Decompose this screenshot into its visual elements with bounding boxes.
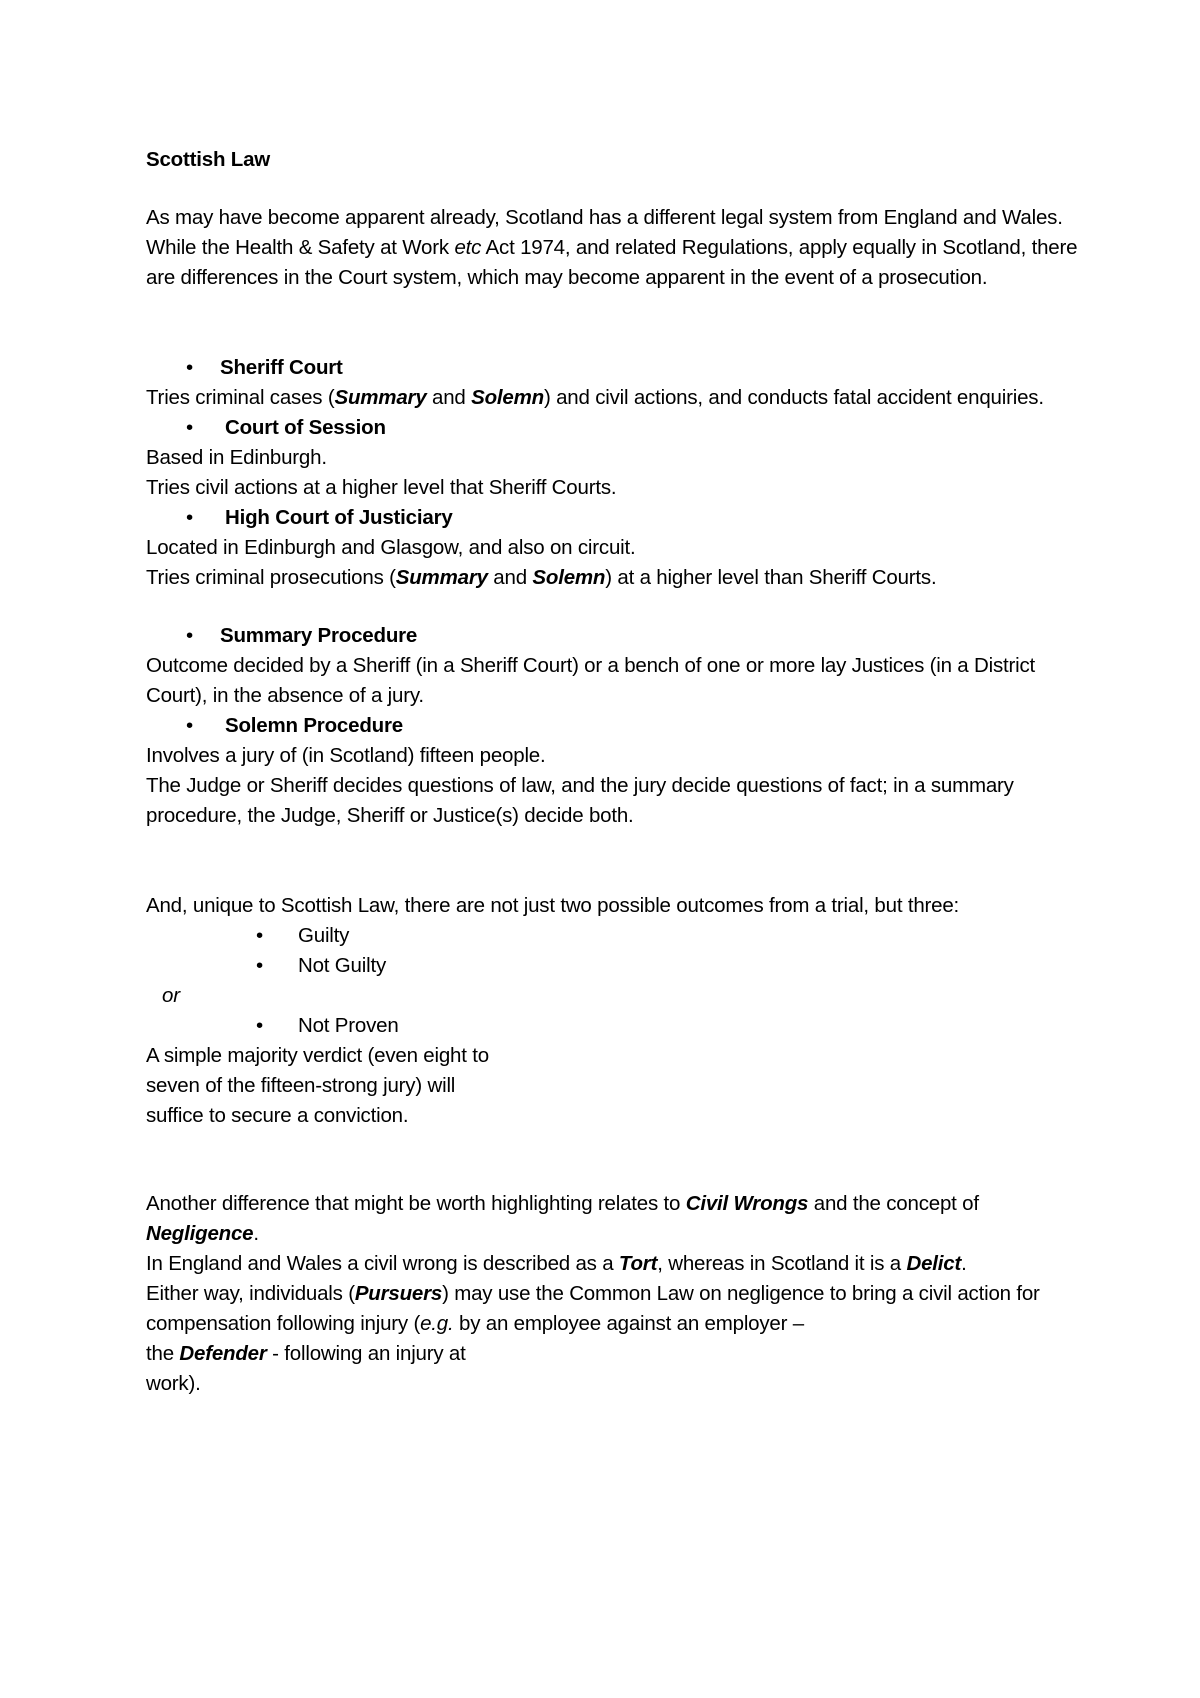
text-run: , whereas in Scotland it is a [657,1252,907,1275]
text-run: . [961,1252,967,1275]
term-solemn: Solemn [532,566,606,589]
intro-text: While the Health & Safety at Work [146,236,455,259]
text-run: Tries criminal cases ( [146,386,335,409]
verdict-not-guilty [146,951,1086,981]
document-page [146,145,1086,1399]
solemn-procedure-heading [146,711,1086,741]
sheriff-court-description [146,383,1086,413]
spacer [146,593,1086,621]
term-tort: Tort [618,1252,658,1275]
text-run: and [426,386,472,409]
majority-verdict-text: A simple majority verdict (even eight to seven of the fifteen-strong jury) will suffice to secure a conviction. [146,1044,489,1127]
high-court-heading [146,503,1086,533]
document-title: Scottish Law [146,148,271,171]
civil-wrongs-paragraph [146,1189,1086,1249]
sheriff-court-heading [146,353,1086,383]
text-run: and the concept of [808,1192,979,1215]
bullet-icon: • [256,924,263,947]
court-of-session-line-1: Based in Edinburgh. [146,446,327,469]
text-run: Another difference that might be worth highlighting relates to [146,1192,686,1215]
or-separator: or [162,984,180,1007]
tort-delict-paragraph [146,1249,1086,1279]
solemn-procedure-line-2: The Judge or Sheriff decides questions of law, and the jury decide questions of fact; in a summary procedure, the Judge, Sheriff or Justice(s) decide both. [146,774,1014,827]
spacer [146,1131,1086,1189]
text-run: Either way, individuals ( [146,1282,355,1305]
intro-italic-etc: etc [454,236,482,259]
bullet-icon: • [186,356,193,379]
bullet-icon: • [256,954,263,977]
term-defender: Defender [179,1342,267,1365]
term-summary: Summary [395,566,488,589]
term-pursuers: Pursuers [354,1282,443,1305]
bullet-icon: • [256,1014,263,1037]
text-run: ) and civil actions, and conducts fatal accident enquiries. [543,386,1044,409]
work-line: work). [146,1372,201,1395]
text-run: In England and Wales a civil wrong is described as a [146,1252,619,1275]
text-run: Tries criminal prosecutions ( [146,566,396,589]
court-of-session-line-2: Tries civil actions at a higher level that Sheriff Courts. [146,476,617,499]
spacer [146,293,1086,353]
verdict-label: Not Guilty [298,954,386,977]
text-run: - following an injury at [266,1342,466,1365]
solemn-procedure-line-1: Involves a jury of (in Scotland) fifteen people. [146,744,546,767]
court-of-session-heading [146,413,1086,443]
term-civil-wrongs: Civil Wrongs [685,1192,809,1215]
bullet-icon: • [186,624,193,647]
outcomes-intro: And, unique to Scottish Law, there are not just two possible outcomes from a trial, but three: [146,894,960,917]
verdict-guilty [146,921,1086,951]
verdict-label: Guilty [298,924,350,947]
defender-line [146,1339,1086,1369]
bullet-icon: • [186,416,193,439]
text-run: ) may use the Common Law on negligence to bring a civil action for compensation following injury ( [146,1282,1040,1335]
heading-label: Summary Procedure [220,624,418,647]
intro-paragraph-1: As may have become apparent already, Scotland has a different legal system from England and Wales. [146,206,1063,229]
spacer [146,175,1086,203]
intro-paragraph-2 [146,233,1086,293]
intro-text: Act 1974, and related Regulations, apply equally in Scotland, there are differences in the Court system, which may become apparent in the event of a prosecution. [146,236,1078,289]
pursuers-paragraph [146,1279,1086,1339]
heading-label: Court of Session [225,416,386,439]
term-negligence: Negligence [146,1222,254,1245]
summary-procedure-heading [146,621,1086,651]
term-delict: Delict [906,1252,962,1275]
high-court-line-2 [146,563,1086,593]
verdict-label: Not Proven [298,1014,399,1037]
text-run: ) at a higher level than Sheriff Courts. [605,566,937,589]
text-run: by an employee against an employer – [453,1312,804,1335]
text-run: . [253,1222,259,1245]
abbrev-eg: e.g. [420,1312,454,1335]
text-run: the [146,1342,180,1365]
bullet-icon: • [186,714,193,737]
bullet-icon: • [186,506,193,529]
term-summary: Summary [334,386,427,409]
verdict-not-proven [146,1011,1086,1041]
term-solemn: Solemn [471,386,544,409]
heading-label: High Court of Justiciary [225,506,453,529]
heading-label: Sheriff Court [220,356,343,379]
summary-procedure-description: Outcome decided by a Sheriff (in a Sheriff Court) or a bench of one or more lay Justices (in a District Court), in the absence of a jury. [146,654,1036,707]
spacer [146,831,1086,891]
text-run: and [487,566,533,589]
heading-label: Solemn Procedure [225,714,403,737]
high-court-line-1: Located in Edinburgh and Glasgow, and also on circuit. [146,536,636,559]
